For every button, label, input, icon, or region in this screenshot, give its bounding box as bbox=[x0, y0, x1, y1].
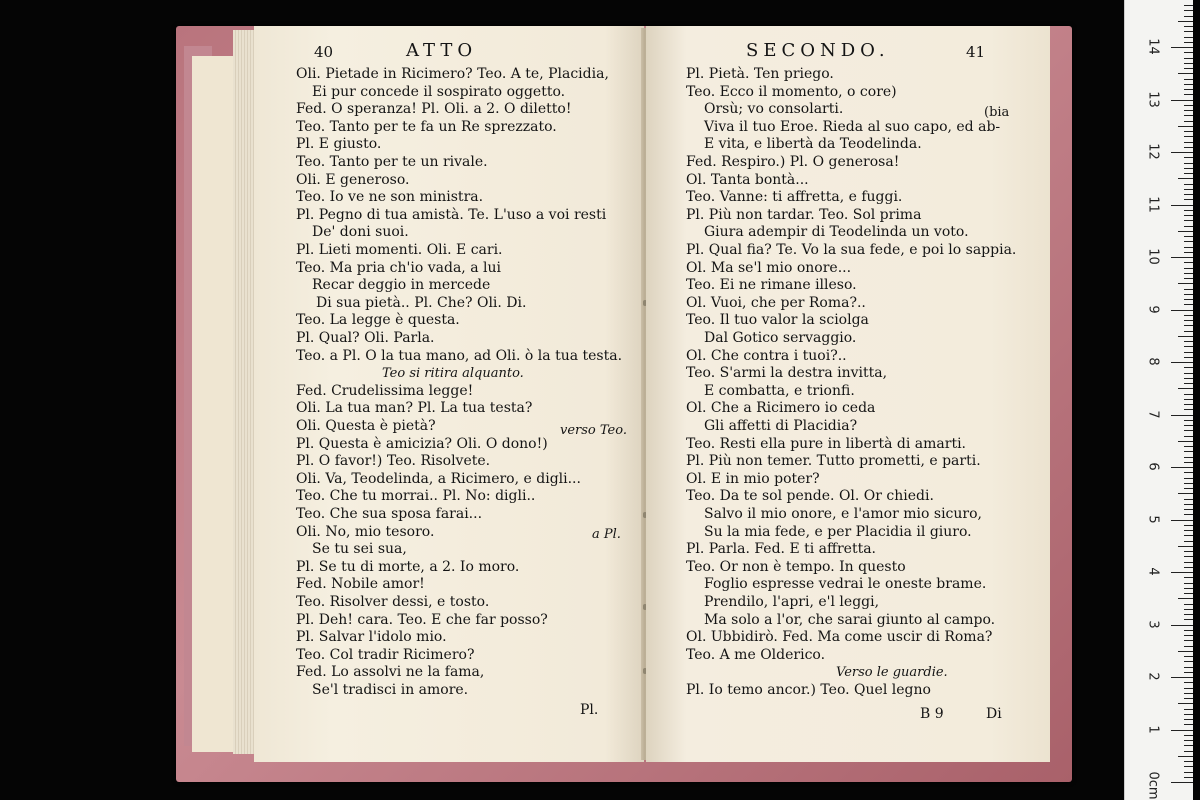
right_page-line: Ol. Ma se'l mio onore... bbox=[686, 259, 852, 276]
ruler-tick bbox=[1184, 483, 1193, 484]
right_page-line: Pl. Parla. Fed. E ti affretta. bbox=[686, 541, 876, 558]
ruler-tick bbox=[1184, 262, 1193, 263]
left_page-line: Oli. E generoso. bbox=[296, 171, 410, 188]
ruler-tick bbox=[1184, 26, 1193, 27]
right_page-line: Ma solo a l'or, che sarai giunto al campo. bbox=[704, 611, 996, 628]
left_page-line: Oli. Va, Teodelinda, a Ricimero, e digli... bbox=[296, 470, 581, 487]
ruler-tick bbox=[1184, 514, 1193, 515]
ruler-number: 5 bbox=[1145, 514, 1161, 524]
stage-note-verso: verso Teo. bbox=[560, 423, 627, 438]
ruler-tick bbox=[1184, 593, 1193, 594]
left_page-line: Teo. Che sua sposa farai... bbox=[296, 506, 483, 522]
ruler-tick bbox=[1171, 467, 1193, 468]
ruler-tick bbox=[1184, 210, 1193, 211]
ruler-tick bbox=[1184, 535, 1193, 536]
ruler-tick bbox=[1184, 352, 1193, 353]
ruler-tick bbox=[1184, 472, 1193, 473]
left_page-line: Pl. Qual? Oli. Parla. bbox=[296, 330, 435, 346]
ruler-tick bbox=[1184, 357, 1193, 358]
ruler-tick bbox=[1184, 268, 1193, 269]
ruler-tick bbox=[1184, 63, 1193, 64]
right_page-line: Teo. Da te sol pende. Ol. Or chiedi. bbox=[686, 488, 934, 505]
ruler-tick bbox=[1184, 304, 1193, 305]
left_page-line: Teo. Che tu morrai.. Pl. No: digli.. bbox=[296, 488, 536, 505]
ruler-number: 7 bbox=[1145, 409, 1161, 419]
ruler-tick bbox=[1184, 110, 1193, 111]
left_page-line: Pl. O favor!) Teo. Risolvete. bbox=[296, 453, 491, 470]
ruler-tick bbox=[1184, 457, 1193, 458]
left_page-line: Pl. Salvar l'idolo mio. bbox=[296, 629, 447, 646]
ruler-tick bbox=[1184, 331, 1193, 332]
right_page-line: Giura adempir di Teodelinda un voto. bbox=[704, 224, 969, 241]
right_page-line: Su la mia fede, e per Placidia il giuro. bbox=[704, 523, 972, 540]
ruler-tick bbox=[1178, 493, 1193, 494]
ruler-tick bbox=[1178, 651, 1193, 652]
right_page-line: E vita, e libertà da Teodelinda. bbox=[704, 136, 922, 153]
left_page-line: Teo. Tanto per te un rivale. bbox=[296, 154, 488, 170]
left_page-line: Teo. Col tradir Ricimero? bbox=[296, 646, 475, 663]
right_page-line: Verso le guardie. bbox=[836, 665, 948, 681]
left_page-line: Fed. Nobile amor! bbox=[296, 576, 425, 593]
ruler-number: 10 bbox=[1145, 248, 1161, 265]
page-number-left: 40 bbox=[314, 43, 334, 61]
right_page-line: E combatta, e trionfi. bbox=[704, 382, 855, 399]
left_page-line: Fed. Lo assolvi ne la fama, bbox=[296, 664, 485, 681]
ruler-tick bbox=[1184, 252, 1193, 253]
ruler-tick bbox=[1184, 399, 1193, 400]
ruler-tick bbox=[1184, 294, 1193, 295]
ruler-tick bbox=[1184, 315, 1193, 316]
ruler-tick bbox=[1184, 588, 1193, 589]
ruler-tick bbox=[1178, 73, 1193, 74]
right_page-line: Teo. Ei ne rimane illeso. bbox=[686, 277, 857, 294]
left_page-line: Teo. Ma pria ch'io vada, a lui bbox=[296, 259, 501, 276]
left_page-line: Se tu sei sua, bbox=[312, 541, 407, 558]
right_page-line: Teo. Il tuo valor la sciolga bbox=[686, 312, 869, 329]
right_page-line: Teo. A me Olderico. bbox=[686, 646, 826, 663]
ruler-tick bbox=[1184, 37, 1193, 38]
ruler-tick bbox=[1184, 656, 1193, 657]
ruler-tick bbox=[1184, 131, 1193, 132]
left_page-line: Di sua pietà.. Pl. Che? Oli. Di. bbox=[316, 294, 527, 311]
ruler-number: 4 bbox=[1145, 567, 1161, 576]
ruler-tick bbox=[1184, 42, 1193, 43]
right_page-line: Pl. Qual fia? Te. Vo la sua fede, e poi lo sappia. bbox=[686, 242, 1017, 258]
ruler-tick bbox=[1184, 446, 1193, 447]
ruler-tick bbox=[1184, 661, 1193, 662]
ruler-tick bbox=[1178, 126, 1193, 127]
ruler-tick bbox=[1184, 79, 1193, 80]
ruler-number: 11 bbox=[1145, 195, 1161, 213]
ruler-number: 12 bbox=[1145, 143, 1161, 160]
ruler-tick bbox=[1184, 94, 1193, 95]
ruler-number: 9 bbox=[1145, 304, 1161, 314]
right_page-line: Teo. Vanne: ti affretta, e fuggi. bbox=[686, 189, 903, 206]
ruler-tick bbox=[1184, 640, 1193, 641]
ruler-tick bbox=[1171, 520, 1193, 521]
ruler-tick bbox=[1171, 625, 1193, 626]
ruler-tick bbox=[1184, 31, 1193, 32]
signature-mark: B 9 bbox=[920, 706, 944, 722]
ruler-tick bbox=[1184, 766, 1193, 767]
ruler-tick bbox=[1184, 378, 1193, 379]
ruler-tick bbox=[1184, 761, 1193, 762]
ruler-tick bbox=[1184, 604, 1193, 605]
ruler-tick bbox=[1184, 5, 1193, 6]
ruler-tick bbox=[1178, 336, 1193, 337]
measuring-ruler bbox=[1124, 0, 1193, 800]
ruler-tick bbox=[1184, 52, 1193, 53]
ruler-tick bbox=[1184, 199, 1193, 200]
ruler-tick bbox=[1184, 163, 1193, 164]
ruler-tick bbox=[1184, 16, 1193, 17]
ruler-number: 1 bbox=[1145, 724, 1161, 734]
ruler-tick bbox=[1184, 278, 1193, 279]
ruler-tick bbox=[1184, 751, 1193, 752]
ruler-tick bbox=[1184, 698, 1193, 699]
right_page-line: Fed. Respiro.) Pl. O generosa! bbox=[686, 154, 900, 170]
ruler-tick bbox=[1184, 735, 1193, 736]
ruler-tick bbox=[1184, 409, 1193, 410]
left_page-line: Teo. Risolver dessi, e tosto. bbox=[296, 594, 490, 610]
ruler-tick bbox=[1184, 499, 1193, 500]
right_page-line: Teo. Ecco il momento, o core) bbox=[686, 83, 897, 100]
left_page-line: Se'l tradisci in amore. bbox=[312, 682, 469, 698]
left_page-line: Teo. Io ve ne son ministra. bbox=[296, 189, 484, 206]
left_page-line: Pl. E giusto. bbox=[296, 136, 382, 153]
left_page-line: Oli. No, mio tesoro. bbox=[296, 523, 435, 540]
ruler-tick bbox=[1178, 21, 1193, 22]
ruler-tick bbox=[1184, 462, 1193, 463]
ruler-tick bbox=[1184, 273, 1193, 274]
ruler-tick bbox=[1171, 730, 1193, 731]
ruler-tick bbox=[1184, 220, 1193, 221]
ruler-tick bbox=[1184, 478, 1193, 479]
ruler-tick bbox=[1184, 299, 1193, 300]
ruler-tick bbox=[1184, 404, 1193, 405]
ruler-tick bbox=[1184, 772, 1193, 773]
right_page-line: Pl. Più non tardar. Teo. Sol prima bbox=[686, 206, 922, 223]
left_page-line: Ei pur concede il sospirato oggetto. bbox=[312, 83, 566, 100]
ruler-tick bbox=[1184, 420, 1193, 421]
ruler-tick bbox=[1184, 682, 1193, 683]
right_page-line: Prendilo, l'apri, e'l leggi, bbox=[704, 594, 880, 610]
ruler-tick bbox=[1184, 341, 1193, 342]
ruler-tick bbox=[1184, 173, 1193, 174]
right_page-line: Orsù; vo consolarti. bbox=[704, 101, 844, 118]
ruler-tick bbox=[1178, 178, 1193, 179]
stage-note-apl: a Pl. bbox=[592, 527, 621, 542]
ruler-tick bbox=[1184, 530, 1193, 531]
catchword-left: Pl. bbox=[580, 702, 599, 718]
ruler-tick bbox=[1184, 724, 1193, 725]
left_page-line: Teo. a Pl. O la tua mano, ad Oli. ò la tua testa. bbox=[296, 347, 623, 364]
ruler-tick bbox=[1184, 89, 1193, 90]
ruler-tick bbox=[1184, 226, 1193, 227]
ruler-tick bbox=[1184, 719, 1193, 720]
right_page-line: Teo. S'armi la destra invitta, bbox=[686, 365, 888, 382]
ruler-tick bbox=[1184, 241, 1193, 242]
right_page-line: Gli affetti di Placidia? bbox=[704, 418, 858, 434]
ruler-tick bbox=[1184, 194, 1193, 195]
right_page-line: Pl. Pietà. Ten priego. bbox=[686, 66, 834, 82]
ruler-tick bbox=[1178, 703, 1193, 704]
ruler-tick bbox=[1184, 614, 1193, 615]
ruler-tick bbox=[1184, 215, 1193, 216]
right_page-line: Viva il tuo Eroe. Rieda al suo capo, ed ab- bbox=[704, 118, 1001, 135]
left_page-line: Teo. Tanto per te fa un Re sprezzato. bbox=[296, 118, 557, 135]
left-page bbox=[254, 26, 644, 762]
right_page-line: Pl. Io temo ancor.) Teo. Quel legno bbox=[686, 682, 931, 698]
right_page-line: Dal Gotico servaggio. bbox=[704, 330, 857, 346]
ruler-tick bbox=[1184, 577, 1193, 578]
left_page-line: Fed. Crudelissima legge! bbox=[296, 382, 474, 399]
ruler-tick bbox=[1178, 598, 1193, 599]
ruler-tick bbox=[1184, 667, 1193, 668]
ruler-tick bbox=[1171, 572, 1193, 573]
ruler-tick bbox=[1184, 325, 1193, 326]
ruler-tick bbox=[1184, 619, 1193, 620]
right_page-line: Ol. Che contra i tuoi?.. bbox=[686, 347, 847, 364]
left_page-line: Teo. La legge è questa. bbox=[296, 312, 460, 329]
ruler-tick bbox=[1184, 289, 1193, 290]
ruler-tick bbox=[1184, 68, 1193, 69]
ruler-tick bbox=[1178, 231, 1193, 232]
ruler-tick bbox=[1184, 10, 1193, 11]
ruler-number: 6 bbox=[1145, 462, 1161, 471]
ruler-tick bbox=[1184, 346, 1193, 347]
right_page-line: Teo. Resti ella pure in libertà di amarti. bbox=[686, 435, 966, 452]
ruler-tick bbox=[1184, 562, 1193, 563]
right_page-line: Ol. Ubbidirò. Fed. Ma come uscir di Roma? bbox=[686, 629, 993, 646]
ruler-tick bbox=[1184, 136, 1193, 137]
ruler-tick bbox=[1184, 430, 1193, 431]
right_page-line: Foglio espresse vedrai le oneste brame. bbox=[704, 576, 987, 593]
ruler-number: 2 bbox=[1145, 672, 1161, 681]
catchword-right: Di bbox=[986, 706, 1002, 722]
ruler-tick bbox=[1184, 142, 1193, 143]
ruler-tick bbox=[1178, 756, 1193, 757]
left_page-line: Fed. O speranza! Pl. Oli. a 2. O diletto! bbox=[296, 101, 572, 118]
ruler-tick bbox=[1184, 714, 1193, 715]
turnover-note: (bia bbox=[984, 105, 1010, 120]
ruler-tick bbox=[1184, 58, 1193, 59]
right_page-line: Pl. Più non temer. Tutto prometti, e parti. bbox=[686, 453, 981, 470]
ruler-tick bbox=[1184, 583, 1193, 584]
running-head-right: SECONDO. bbox=[746, 40, 890, 61]
ruler-tick bbox=[1184, 609, 1193, 610]
page-number-right: 41 bbox=[966, 43, 986, 61]
ruler-tick bbox=[1184, 688, 1193, 689]
ruler-tick bbox=[1184, 635, 1193, 636]
left_page-line: Pl. Questa è amicizia? Oli. O dono!) bbox=[296, 435, 548, 452]
ruler-tick bbox=[1184, 394, 1193, 395]
ruler-tick bbox=[1184, 425, 1193, 426]
running-head-left: ATTO bbox=[406, 40, 478, 61]
ruler-tick bbox=[1171, 782, 1193, 783]
right_page-line: Ol. E in mio poter? bbox=[686, 470, 820, 487]
ruler-tick bbox=[1184, 672, 1193, 673]
ruler-tick bbox=[1171, 310, 1193, 311]
ruler-tick bbox=[1171, 257, 1193, 258]
ruler-tick bbox=[1184, 745, 1193, 746]
ruler-tick bbox=[1184, 630, 1193, 631]
ruler-tick bbox=[1184, 105, 1193, 106]
ruler-tick bbox=[1184, 504, 1193, 505]
ruler-tick bbox=[1184, 373, 1193, 374]
right_page-line: Salvo il mio onore, e l'amor mio sicuro, bbox=[704, 506, 982, 522]
left_page-line: Pl. Lieti momenti. Oli. E cari. bbox=[296, 242, 503, 258]
ruler-tick bbox=[1184, 236, 1193, 237]
ruler-tick bbox=[1184, 556, 1193, 557]
left_page-line: Oli. La tua man? Pl. La tua testa? bbox=[296, 400, 533, 417]
ruler-tick bbox=[1178, 283, 1193, 284]
ruler-tick bbox=[1171, 415, 1193, 416]
ruler-tick bbox=[1184, 646, 1193, 647]
ruler-tick bbox=[1184, 247, 1193, 248]
ruler-tick bbox=[1171, 100, 1193, 101]
ruler-tick bbox=[1184, 147, 1193, 148]
left_page-line: Teo si ritira alquanto. bbox=[382, 366, 524, 382]
left_page-line: Pl. Se tu di morte, a 2. Io moro. bbox=[296, 558, 520, 575]
ruler-tick bbox=[1184, 383, 1193, 384]
ruler-tick bbox=[1184, 525, 1193, 526]
ruler-tick bbox=[1184, 693, 1193, 694]
ruler-tick bbox=[1184, 436, 1193, 437]
left_page-line: Pl. Pegno di tua amistà. Te. L'uso a voi resti bbox=[296, 206, 607, 223]
ruler-tick bbox=[1184, 115, 1193, 116]
ruler-unit-label: 0cm bbox=[1145, 771, 1161, 800]
ruler-tick bbox=[1184, 740, 1193, 741]
ruler-tick bbox=[1184, 157, 1193, 158]
ruler-tick bbox=[1171, 677, 1193, 678]
ruler-tick bbox=[1178, 441, 1193, 442]
ruler-tick bbox=[1184, 709, 1193, 710]
ruler-number: 13 bbox=[1145, 90, 1161, 108]
ruler-tick bbox=[1184, 367, 1193, 368]
ruler-tick bbox=[1184, 189, 1193, 190]
ruler-tick bbox=[1184, 121, 1193, 122]
ruler-number: 14 bbox=[1145, 38, 1161, 55]
left_page-line: Pl. Deh! cara. Teo. E che far posso? bbox=[296, 611, 548, 628]
ruler-tick bbox=[1171, 47, 1193, 48]
right_page-line: Ol. Vuoi, che per Roma?.. bbox=[686, 294, 866, 311]
ruler-tick bbox=[1171, 205, 1193, 206]
ruler-number: 8 bbox=[1145, 357, 1161, 366]
ruler-tick bbox=[1184, 509, 1193, 510]
ruler-tick bbox=[1184, 541, 1193, 542]
ruler-number: 3 bbox=[1145, 619, 1161, 629]
right_page-line: Ol. Tanta bontà... bbox=[686, 171, 809, 188]
ruler-tick bbox=[1184, 488, 1193, 489]
ruler-tick bbox=[1178, 546, 1193, 547]
ruler-tick bbox=[1184, 320, 1193, 321]
left_page-line: De' doni suoi. bbox=[312, 224, 409, 241]
ruler-tick bbox=[1184, 567, 1193, 568]
ruler-tick bbox=[1178, 388, 1193, 389]
ruler-tick bbox=[1184, 168, 1193, 169]
ruler-tick bbox=[1184, 551, 1193, 552]
ruler-tick bbox=[1184, 184, 1193, 185]
right-page bbox=[646, 26, 1050, 762]
ruler-tick bbox=[1184, 777, 1193, 778]
ruler-tick bbox=[1171, 362, 1193, 363]
right_page-line: Ol. Che a Ricimero io ceda bbox=[686, 400, 876, 417]
left_page-line: Oli. Pietade in Ricimero? Teo. A te, Placidia, bbox=[296, 66, 609, 82]
ruler-tick bbox=[1184, 451, 1193, 452]
ruler-tick bbox=[1171, 152, 1193, 153]
left_page-line: Recar deggio in mercede bbox=[312, 277, 491, 294]
ruler-tick bbox=[1184, 84, 1193, 85]
left_page-line: Oli. Questa è pietà? bbox=[296, 418, 436, 434]
right_page-line: Teo. Or non è tempo. In questo bbox=[686, 558, 906, 575]
